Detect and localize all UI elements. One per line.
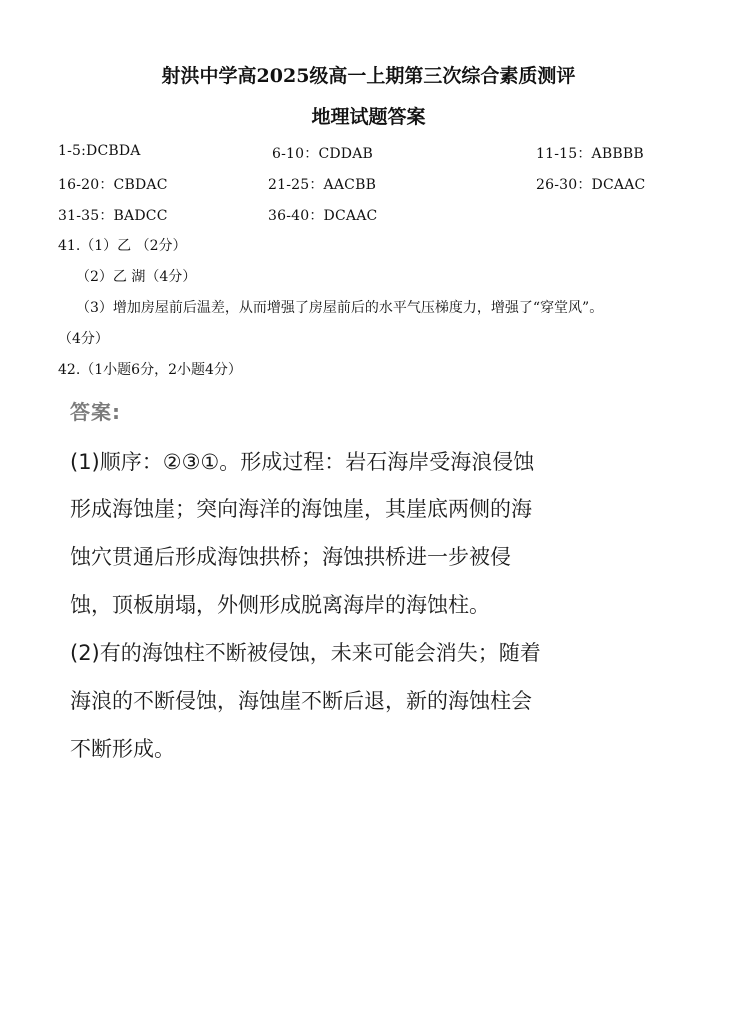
- choice-answer-11-15: 11-15：ABBBB: [536, 146, 644, 162]
- answer-line: 海浪的不断侵蚀，海蚀崖不断后退，新的海蚀柱会: [70, 689, 532, 713]
- q42-header: 42.（1小题6分，2小题4分）: [58, 362, 242, 378]
- answer-line: 蚀穴贯通后形成海蚀拱桥；海蚀拱桥进一步被侵: [70, 545, 511, 569]
- answer-line: (1)顺序：②③①。形成过程：岩石海岸受海浪侵蚀: [70, 450, 535, 474]
- answer-label: 答案:: [70, 400, 121, 424]
- choice-answer-26-30: 26-30：DCAAC: [536, 177, 646, 193]
- choice-answer-36-40: 36-40：DCAAC: [268, 208, 378, 224]
- choice-answer-21-25: 21-25：AACBB: [268, 177, 377, 193]
- choice-answer-6-10: 6-10：CDDAB: [272, 146, 374, 162]
- answer-line: 蚀，顶板崩塌，外侧形成脱离海岸的海蚀柱。: [70, 593, 490, 617]
- page-subtitle: 地理试题答案: [311, 106, 426, 128]
- answer-line: 不断形成。: [70, 737, 175, 761]
- q41-part3: （3）增加房屋前后温差，从而增强了房屋前后的水平气压梯度力，增强了“穿堂风”。: [76, 300, 604, 316]
- choice-answer-31-35: 31-35：BADCC: [58, 208, 168, 224]
- q41-part1: 41.（1）乙 （2分）: [58, 238, 187, 254]
- answer-line: (2)有的海蚀柱不断被侵蚀，未来可能会消失；随着: [70, 641, 541, 665]
- answer-line: 形成海蚀崖；突向海洋的海蚀崖，其崖底两侧的海: [70, 497, 532, 521]
- q41-part3-score: （4分）: [58, 331, 109, 347]
- q41-part2: （2）乙 湖（4分）: [76, 269, 197, 285]
- choice-answer-1-5: 1-5:DCBDA: [58, 143, 141, 159]
- page-title: 射洪中学高2025级高一上期第三次综合素质测评: [161, 65, 576, 87]
- choice-answer-16-20: 16-20：CBDAC: [58, 177, 168, 193]
